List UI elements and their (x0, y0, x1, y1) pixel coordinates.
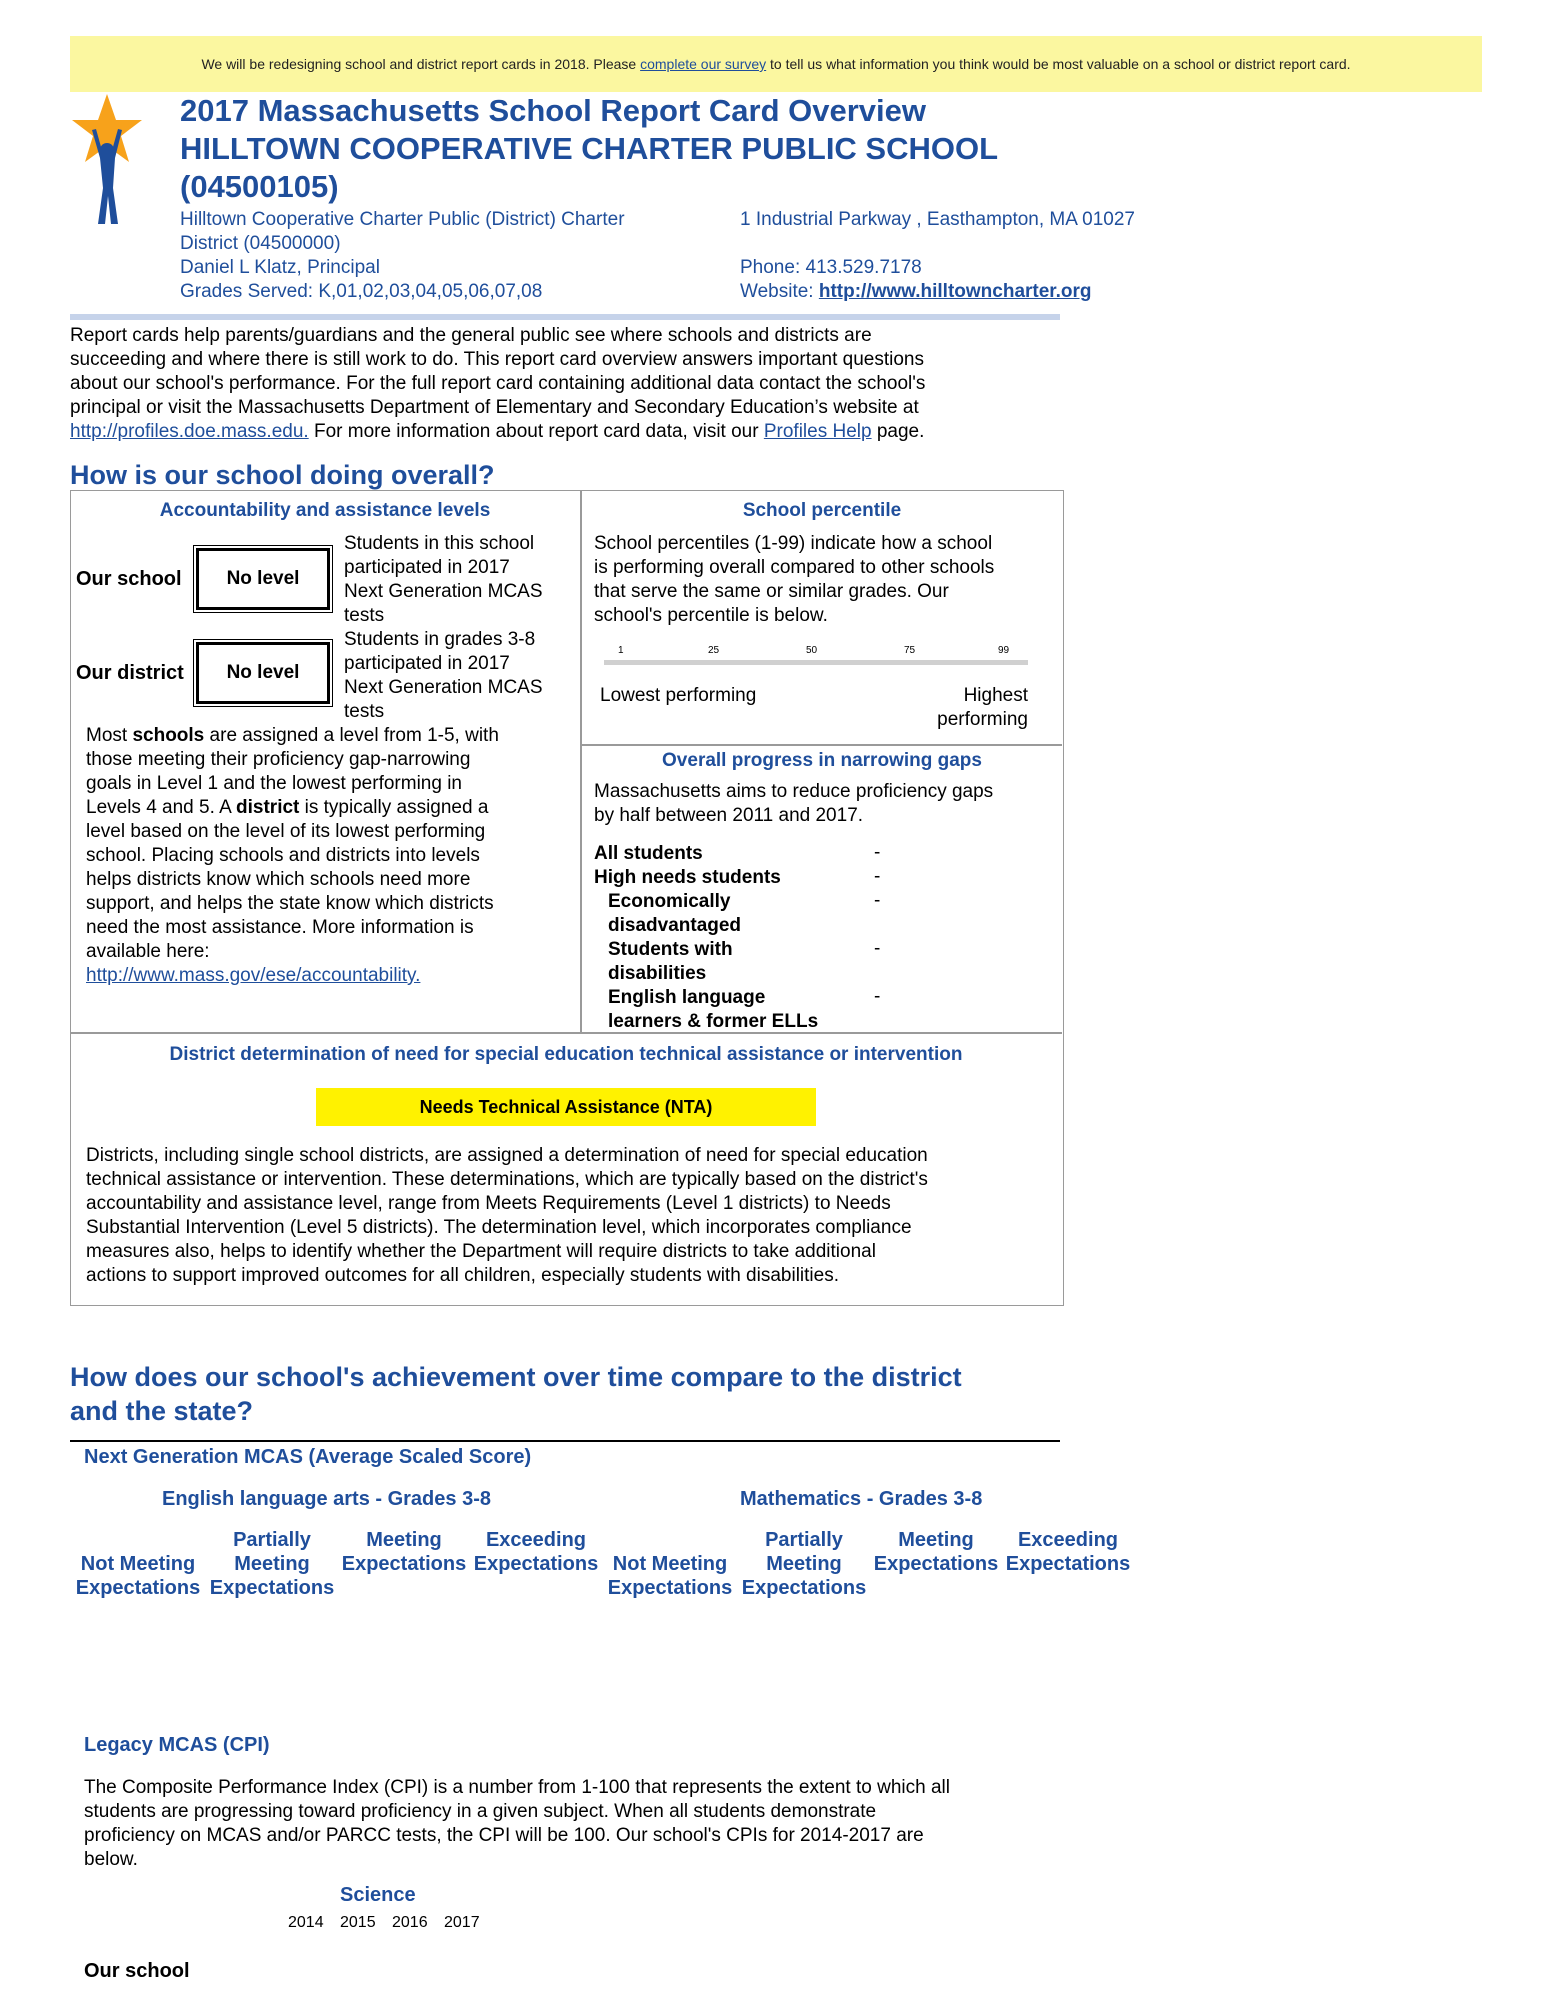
school-code: (04500105) (180, 169, 339, 204)
accountability-link[interactable]: http://www.mass.gov/ese/accountability. (86, 965, 421, 986)
gap-value-high-needs: - (874, 866, 881, 887)
cpi-line: students are progressing toward proficiency in a given subject. When all students demonstrate (84, 1801, 877, 1822)
col-line: Meeting (766, 1553, 842, 1575)
gap-label-all: All students (594, 843, 703, 864)
year-2017: 2017 (444, 1914, 480, 1931)
col-line: Not Meeting (80, 1553, 196, 1575)
grades-served: Grades Served: K,01,02,03,04,05,06,07,08 (180, 281, 543, 302)
gaps-line: by half between 2011 and 2017. (594, 805, 864, 826)
note-line: Students in grades 3-8 (344, 629, 536, 650)
achievement-heading-line: How does our school's achievement over time compare to the district (70, 1362, 962, 1392)
sped-line: actions to support improved outcomes for all children, especially students with disabilities. (86, 1265, 839, 1286)
math-col-exceeding (1002, 1528, 1134, 1576)
percentile-tick: 99 (998, 645, 1010, 656)
gap-label-line: learners & former ELLs (608, 1011, 819, 1032)
profiles-help-link[interactable]: Profiles Help (763, 421, 872, 442)
explain-bold: district (236, 797, 300, 818)
cpi-paragraph (84, 1776, 1064, 1872)
explain-line: helps districts know which schools need more (86, 869, 471, 890)
ela-col-meeting (338, 1528, 470, 1576)
gap-label-swd (608, 938, 733, 986)
website-link[interactable]: http://www.hilltowncharter.org (818, 281, 1092, 302)
box-divider-right (580, 744, 1062, 746)
explain-line: goals in Level 1 and the lowest performing in (86, 773, 463, 794)
contact-info (740, 208, 1135, 304)
intro-line: For more information about report card data, visit our (308, 421, 764, 442)
district-level-box: No level (196, 642, 330, 704)
note-line: Next Generation MCAS (344, 677, 543, 698)
sped-explanation (86, 1144, 1056, 1288)
gap-label-ell (608, 986, 818, 1034)
lowest-label: Lowest performing (600, 685, 757, 706)
box-divider-horizontal (70, 1032, 1062, 1034)
percentile-line: that serve the same or similar grades. Our (594, 581, 949, 602)
explain-line: support, and helps the state know which districts (86, 893, 494, 914)
explain-bold: schools (132, 725, 205, 746)
ela-col-exceeding (470, 1528, 602, 1576)
percentile-tick: 50 (806, 645, 818, 656)
cpi-line: below. (84, 1849, 138, 1870)
year-2016: 2016 (392, 1914, 428, 1931)
col-line: Not Meeting (612, 1553, 728, 1575)
school-address: 1 Industrial Parkway , Easthampton, MA 01027 (740, 209, 1135, 230)
col-line: Expectations (209, 1577, 335, 1599)
highest-line: performing (937, 709, 1028, 730)
gap-value-all: - (874, 842, 881, 863)
banner-text-before: We will be redesigning school and district report cards in 2018. Please (201, 56, 641, 72)
gap-label-line: disabilities (608, 963, 707, 984)
sped-line: measures also, helps to identify whether the Department will require districts to take additional (86, 1241, 876, 1262)
explain-text: are assigned a level from 1-5, with (204, 725, 499, 746)
highest-label (900, 684, 1028, 732)
cpi-line: proficiency on MCAS and/or PARCC tests, the CPI will be 100. Our school's CPIs for 2014-2017 are (84, 1825, 924, 1846)
gaps-line: Massachusetts aims to reduce proficiency gaps (594, 781, 994, 802)
achievement-heading (70, 1360, 1070, 1428)
gap-label-line: disadvantaged (608, 915, 742, 936)
star-person-logo (70, 92, 144, 226)
our-district-label: Our district (76, 662, 184, 684)
percentile-line: school's percentile is below. (594, 605, 828, 626)
address-spacer (740, 232, 1135, 256)
district-line-1: Hilltown Cooperative Charter Public (District) Charter (180, 209, 625, 230)
school-phone: Phone: 413.529.7178 (740, 257, 922, 278)
intro-line: succeeding and where there is still work to do. This report card overview answers important questions (70, 349, 924, 370)
math-col-meeting (870, 1528, 1002, 1576)
intro-line: about our school's performance. For the full report card containing additional data contact the school's (70, 373, 926, 394)
year-2014: 2014 (288, 1914, 324, 1931)
math-col-partially (738, 1528, 870, 1600)
achievement-rule (70, 1440, 1060, 1442)
legacy-label: Legacy MCAS (CPI) (84, 1734, 270, 1756)
cpi-line: The Composite Performance Index (CPI) is a number from 1-100 that represents the extent to which all (84, 1777, 950, 1798)
sped-line: accountability and assistance level, range from Meets Requirements (Level 1 districts) to Needs (86, 1193, 891, 1214)
explain-line: those meeting their proficiency gap-narrowing (86, 749, 471, 770)
gap-label-line: English language (608, 987, 766, 1008)
year-2015: 2015 (340, 1914, 376, 1931)
explain-line: school. Placing schools and districts into levels (86, 845, 480, 866)
col-line: Partially (765, 1529, 843, 1551)
district-line-2: District (04500000) (180, 233, 341, 254)
survey-link[interactable]: complete our survey (640, 56, 767, 72)
our-school-row-label: Our school (84, 1960, 190, 1982)
note-line: Students in this school (344, 533, 535, 554)
note-line: Next Generation MCAS (344, 581, 543, 602)
col-line: Expectations (1005, 1553, 1131, 1575)
sped-line: Substantial Intervention (Level 5 districts). The determination level, which incorporates compliance (86, 1217, 912, 1238)
ela-col-not-meeting (70, 1528, 206, 1600)
banner-text-after: to tell us what information you think would be most valuable on a school or district report card. (766, 56, 1351, 72)
school-level-box: No level (196, 548, 330, 610)
gap-value-econ: - (874, 890, 881, 911)
overall-heading: How is our school doing overall? (70, 460, 495, 490)
gaps-text (594, 780, 1058, 828)
percentile-tick: 1 (618, 645, 624, 656)
percentile-tick: 25 (708, 645, 720, 656)
col-line: Meeting (234, 1553, 310, 1575)
percentile-tick: 75 (904, 645, 916, 656)
col-line: Meeting (898, 1529, 974, 1551)
explain-line: level based on the level of its lowest performing (86, 821, 486, 842)
explain-text: Most (86, 725, 133, 746)
profiles-link[interactable]: http://profiles.doe.mass.edu. (70, 421, 309, 442)
col-line (602, 1528, 738, 1552)
highest-line: Highest (963, 685, 1028, 706)
sped-line: Districts, including single school districts, are assigned a determination of need for special education (86, 1145, 928, 1166)
intro-line: Report cards help parents/guardians and the general public see where schools and districts are (70, 325, 872, 346)
sped-heading: District determination of need for special education technical assistance or intervention (169, 1044, 963, 1065)
percentile-line: is performing overall compared to other schools (594, 557, 995, 578)
intro-paragraph (70, 324, 1070, 444)
school-name: HILLTOWN COOPERATIVE CHARTER PUBLIC SCHOOL (180, 131, 999, 166)
sped-line: technical assistance or intervention. These determinations, which are typically based on the district's (86, 1169, 928, 1190)
gap-value-swd: - (874, 938, 881, 959)
ela-col-partially (206, 1528, 338, 1600)
col-line: Expectations (473, 1553, 599, 1575)
intro-line: page. (871, 421, 925, 442)
col-line: Exceeding (1017, 1529, 1119, 1551)
explain-text: is typically assigned a (299, 797, 489, 818)
our-school-label: Our school (76, 568, 182, 590)
gap-label-econ (608, 890, 741, 938)
science-heading: Science (340, 1884, 416, 1906)
col-line: Expectations (75, 1577, 201, 1599)
gaps-heading: Overall progress in narrowing gaps (662, 750, 982, 771)
district-name (180, 208, 625, 304)
note-line: participated in 2017 (344, 653, 510, 674)
explain-line: need the most assistance. More information is (86, 917, 474, 938)
col-line: Expectations (607, 1577, 733, 1599)
gap-label-line: Students with (608, 939, 733, 960)
header-divider (70, 314, 1060, 320)
col-line: Partially (233, 1529, 311, 1551)
note-line: participated in 2017 (344, 557, 510, 578)
explain-text: Levels 4 and 5. A (86, 797, 237, 818)
intro-line: principal or visit the Massachusetts Department of Elementary and Secondary Education’s website at (70, 397, 919, 418)
accountability-heading: Accountability and assistance levels (159, 500, 491, 521)
achievement-heading-line: and the state? (70, 1396, 254, 1426)
col-line: Meeting (366, 1529, 442, 1551)
nta-badge: Needs Technical Assistance (NTA) (316, 1088, 816, 1126)
school-level-note (344, 532, 580, 628)
next-gen-label: Next Generation MCAS (Average Scaled Score) (84, 1446, 532, 1468)
explain-line: available here: (86, 941, 210, 962)
col-line: Expectations (341, 1553, 467, 1575)
note-line: tests (344, 605, 385, 626)
math-heading: Mathematics - Grades 3-8 (740, 1488, 983, 1510)
page-title: 2017 Massachusetts School Report Card Overview (180, 93, 927, 128)
gap-label-high-needs: High needs students (594, 867, 781, 888)
col-line: Expectations (741, 1577, 867, 1599)
website-label: Website: (740, 281, 819, 302)
gap-value-ell: - (874, 986, 881, 1007)
district-level-note (344, 628, 580, 724)
col-line (70, 1528, 206, 1552)
principal-name: Daniel L Klatz, Principal (180, 257, 380, 278)
col-line: Exceeding (485, 1529, 587, 1551)
math-col-not-meeting (602, 1528, 738, 1600)
note-line: tests (344, 701, 385, 722)
survey-banner (70, 36, 1482, 92)
percentile-scale-bar (604, 660, 1028, 665)
percentile-line: School percentiles (1-99) indicate how a school (594, 533, 993, 554)
col-line: Expectations (873, 1553, 999, 1575)
gap-label-line: Economically (608, 891, 731, 912)
ela-heading: English language arts - Grades 3-8 (162, 1488, 491, 1510)
percentile-text (594, 532, 1058, 628)
percentile-heading: School percentile (742, 500, 902, 521)
levels-explanation (86, 724, 576, 988)
